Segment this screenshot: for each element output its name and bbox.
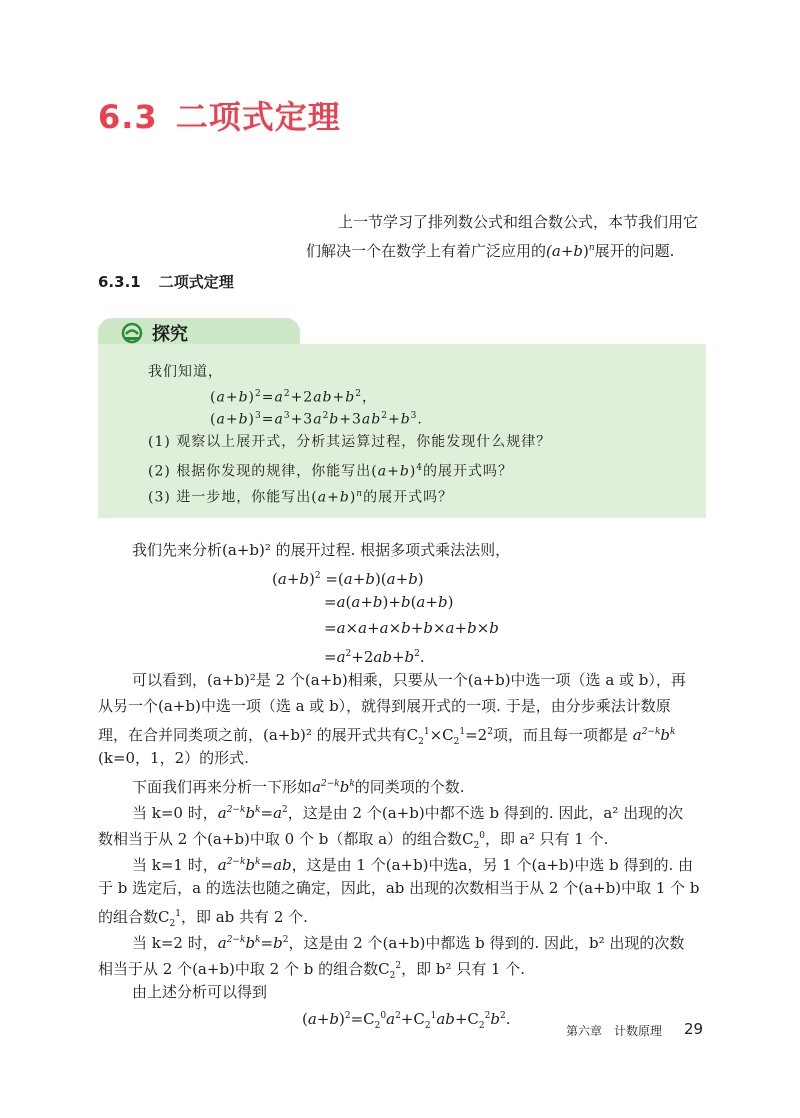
intro-line-2-post: 展开的问题. <box>594 242 675 260</box>
body-k2b-post: ，即 b² 只有 1 个. <box>401 960 526 978</box>
page-number: 29 <box>684 1020 704 1038</box>
explore-formula-1: $(a+b)^2=a^2+2ab+b^2$， <box>210 389 377 406</box>
body-k2a: 当 k=2 时，$a^{2-k}b^k=b^2$，这是由 2 个(a+b)中都选 b 得到的. 因此，b² 出现的次数 <box>132 934 685 952</box>
explore-formula-2: $(a+b)^3=a^3+3a^2b+3ab^2+b^3$. <box>210 411 423 428</box>
subsection-number: 6.3.1 <box>98 273 141 291</box>
body-k2a-post: ，这是由 2 个(a+b)中都选 b 得到的. 因此，b² 出现的次数 <box>288 934 685 952</box>
explore-question-2: (2) 根据你发现的规律，你能写出$(a+b)^4$的展开式吗？ <box>148 463 514 480</box>
intro-line-2-pre: 们解决一个在数学上有着广泛应用的 <box>306 242 547 260</box>
body-k0a-pre: 当 k=0 时， <box>132 804 218 822</box>
body-k1c-pre: 的组合数 <box>98 908 159 926</box>
section-title <box>98 92 341 138</box>
intro-line-1: 上一节学习了排列数公式和组合数公式，本节我们用它 <box>338 213 699 231</box>
body-p2c-post: 项，而且每一项都是 <box>492 726 628 744</box>
expand-line-4: $=a^2+2ab+b^2$. <box>324 648 425 666</box>
explore-question-3-pre: (3) 进一步地，你能写出 <box>148 489 312 506</box>
section-number: 6.3 <box>98 98 158 136</box>
explore-label: 探究 <box>152 324 188 345</box>
body-k2a-pre: 当 k=2 时， <box>132 934 218 952</box>
explore-question-1: (1) 观察以上展开式，分析其运算过程，你能发现什么规律？ <box>148 434 552 450</box>
body-k1b: 于 b 选定后，a 的选法也随之确定，因此，ab 出现的次数相当于从 2 个(a+b)中取 1 个 b <box>98 879 700 897</box>
body-p2d: (k=0，1，2）的形式. <box>98 749 249 767</box>
body-p2c-pre: 理，在合并同类项之前，(a+b)² 的展开式共有 <box>98 726 407 744</box>
explore-question-3-post: 的展开式吗？ <box>363 489 454 506</box>
footer-chapter: 第六章 计数原理 <box>566 1024 663 1038</box>
body-k0a: 当 k=0 时，$a^{2-k}b^k=a^2$，这是由 2 个(a+b)中都不选 b 得到的. 因此，a² 出现的次 <box>132 804 684 822</box>
body-k1c-post: ，即 ab 共有 2 个. <box>180 908 308 926</box>
intro-line-2: 们解决一个在数学上有着广泛应用的$(a+b)^n$展开的问题. <box>306 242 675 260</box>
body-p2c: 理，在合并同类项之前，(a+b)² 的展开式共有$C_2^1\times C_2^1=2^2$项，而且每一项都是 $a^{2-k}b^k$ <box>98 726 676 747</box>
subsection-title <box>98 271 234 292</box>
body-p3-pre: 下面我们再来分析一下形如 <box>132 778 313 796</box>
body-k2b: 相当于从 2 个(a+b)中取 2 个 b 的组合数$C_2^2$，即 b² 只有 1 个. <box>98 960 526 981</box>
body-k1c: 的组合数$C_2^1$，即 ab 共有 2 个. <box>98 908 308 929</box>
final-formula: $(a+b)^2=C_2^0a^2+C_2^1ab+C_2^2b^2$. <box>302 1010 511 1031</box>
body-k0b-post: ，即 a² 只有 1 个. <box>485 830 609 848</box>
body-p3-post: 的同类项的个数. <box>354 778 465 796</box>
body-p2a: 可以看到，(a+b)²是 2 个(a+b)相乘，只要从一个(a+b)中选一项（选 a 或 b），再 <box>132 671 686 689</box>
explore-icon <box>120 322 144 344</box>
body-k1a-pre: 当 k=1 时， <box>132 856 218 874</box>
body-p1: 我们先来分析(a+b)² 的展开过程. 根据多项式乘法法则， <box>132 541 511 559</box>
expand-line-1: $(a+b)^2 =(a+b)(a+b)$ <box>272 570 424 588</box>
explore-line-1: 我们知道， <box>148 364 223 380</box>
explore-question-2-post: 的展开式吗？ <box>423 463 514 480</box>
body-p4: 由上述分析可以得到 <box>132 983 268 1001</box>
body-k1a-post: ，这是由 1 个(a+b)中选a，另 1 个(a+b)中选 b 得到的. 由 <box>291 856 694 874</box>
body-k0a-post: ，这是由 2 个(a+b)中都不选 b 得到的. 因此，a² 出现的次 <box>287 804 684 822</box>
body-k0b-pre: 数相当于从 2 个(a+b)中取 0 个 b（都取 a）的组合数 <box>98 830 463 848</box>
expand-line-2: =a(a+b)+b(a+b) <box>324 593 454 611</box>
body-k1a: 当 k=1 时，$a^{2-k}b^k=ab$，这是由 1 个(a+b)中选a，另 1 个(a+b)中选 b 得到的. 由 <box>132 856 694 874</box>
explore-question-2-pre: (2) 根据你发现的规律，你能写出 <box>148 463 372 480</box>
body-k2b-pre: 相当于从 2 个(a+b)中取 2 个 b 的组合数 <box>98 960 379 978</box>
body-k0b: 数相当于从 2 个(a+b)中取 0 个 b（都取 a）的组合数$C_2^0$，即 a² 只有 1 个. <box>98 830 609 851</box>
body-p2b: 从另一个(a+b)中选一项（选 a 或 b），就得到展开式的一项. 于是，由分步乘法计数原 <box>98 697 671 715</box>
section-title-text: 二项式定理 <box>175 98 341 136</box>
subsection-title-text: 二项式定理 <box>158 273 234 291</box>
explore-question-3: (3) 进一步地，你能写出$(a+b)^n$的展开式吗？ <box>148 489 454 506</box>
body-p3: 下面我们再来分析一下形如$a^{2-k}b^k$的同类项的个数. <box>132 778 465 796</box>
expand-line-3: =a×a+a×b+b×a+b×b <box>324 619 499 637</box>
